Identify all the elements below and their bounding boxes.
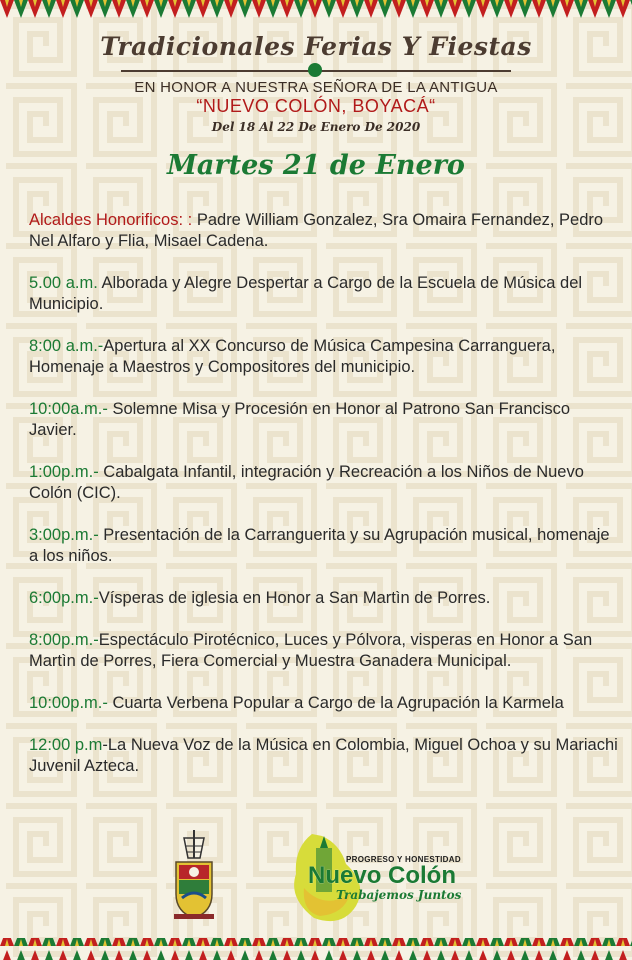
schedule-time: 8:00p.m.-	[29, 631, 99, 649]
poster-header	[0, 32, 632, 134]
schedule-label: Alcaldes Honorificos: :	[29, 211, 193, 229]
schedule-text: Cabalgata Infantil, integración y Recreación a los Niños de Nuevo Colón (CIC).	[29, 463, 584, 502]
schedule-text: Apertura al XX Concurso de Música Campesina Carranguera, Homenaje a Maestros y Compositores del municipio.	[29, 337, 556, 376]
schedule-time: 3:00p.m.-	[29, 526, 99, 544]
schedule-time: 6:00p.m.-	[29, 589, 99, 607]
schedule-text: Presentación de la Carranguerita y su Agrupación musical, homenaje a los niños.	[29, 526, 610, 565]
schedule-item	[29, 525, 619, 567]
schedule-item	[29, 273, 619, 315]
municipal-crest-icon	[170, 828, 218, 922]
schedule-time: 1:00p.m.-	[29, 463, 99, 481]
schedule-item	[29, 630, 619, 672]
poster-subtitle: EN HONOR A NUESTRA SEÑORA DE LA ANTIGUA	[134, 79, 498, 96]
schedule-item	[29, 735, 619, 777]
poster-place: “NUEVO COLÓN, BOYACÁ“	[196, 96, 436, 116]
poster-dates: Del 18 Al 22 De Enero De 2020	[211, 120, 421, 134]
schedule-item	[29, 693, 619, 714]
brand-name: Nuevo Colón	[308, 862, 456, 889]
schedule-item	[29, 399, 619, 441]
brand-slogan: Trabajemos Juntos	[336, 888, 462, 902]
schedule-text: Padre William Gonzalez, Sra Omaira Fernandez, Pedro Nel Alfaro y Flia, Misael Cadena.	[29, 211, 604, 250]
schedule-time: 8:00 a.m.-	[29, 337, 104, 355]
day-title: Martes 21 de Enero	[167, 150, 465, 181]
schedule-list	[29, 210, 619, 798]
schedule-time: 12:00 p.m	[29, 736, 103, 754]
schedule-item	[29, 210, 619, 252]
schedule-time: 10:00a.m.-	[29, 400, 108, 418]
green-dot-ornament	[308, 63, 322, 77]
schedule-text: Vísperas de iglesia en Honor a San Martìn de Porres.	[98, 589, 491, 607]
schedule-text: Alborada y Alegre Despertar a Cargo de la Escuela de Música del Municipio.	[29, 274, 583, 313]
schedule-text: Solemne Misa y Procesión en Honor al Patrono San Francisco Javier.	[29, 400, 571, 439]
title-divider	[121, 63, 511, 79]
brand-tagline: PROGRESO Y HONESTIDAD	[346, 855, 461, 864]
poster-title: Tradicionales Ferias Y Fiestas	[100, 32, 532, 61]
schedule-item	[29, 336, 619, 378]
schedule-text: Cuarta Verbena Popular a Cargo de la Agrupación la Karmela	[107, 694, 564, 712]
schedule-time: 5.00 a.m.	[29, 274, 98, 292]
schedule-time: 10:00p.m.-	[29, 694, 108, 712]
schedule-item	[29, 462, 619, 504]
schedule-text: -La Nueva Voz de la Música en Colombia, Miguel Ochoa y su Mariachi Juvenil Azteca.	[29, 736, 618, 775]
schedule-item	[29, 588, 619, 609]
schedule-text: Espectáculo Pirotécnico, Luces y Pólvora, visperas en Honor a San Martìn de Porres, Fiera Comercial y Muestra Ganadera Municipal.	[29, 631, 593, 670]
